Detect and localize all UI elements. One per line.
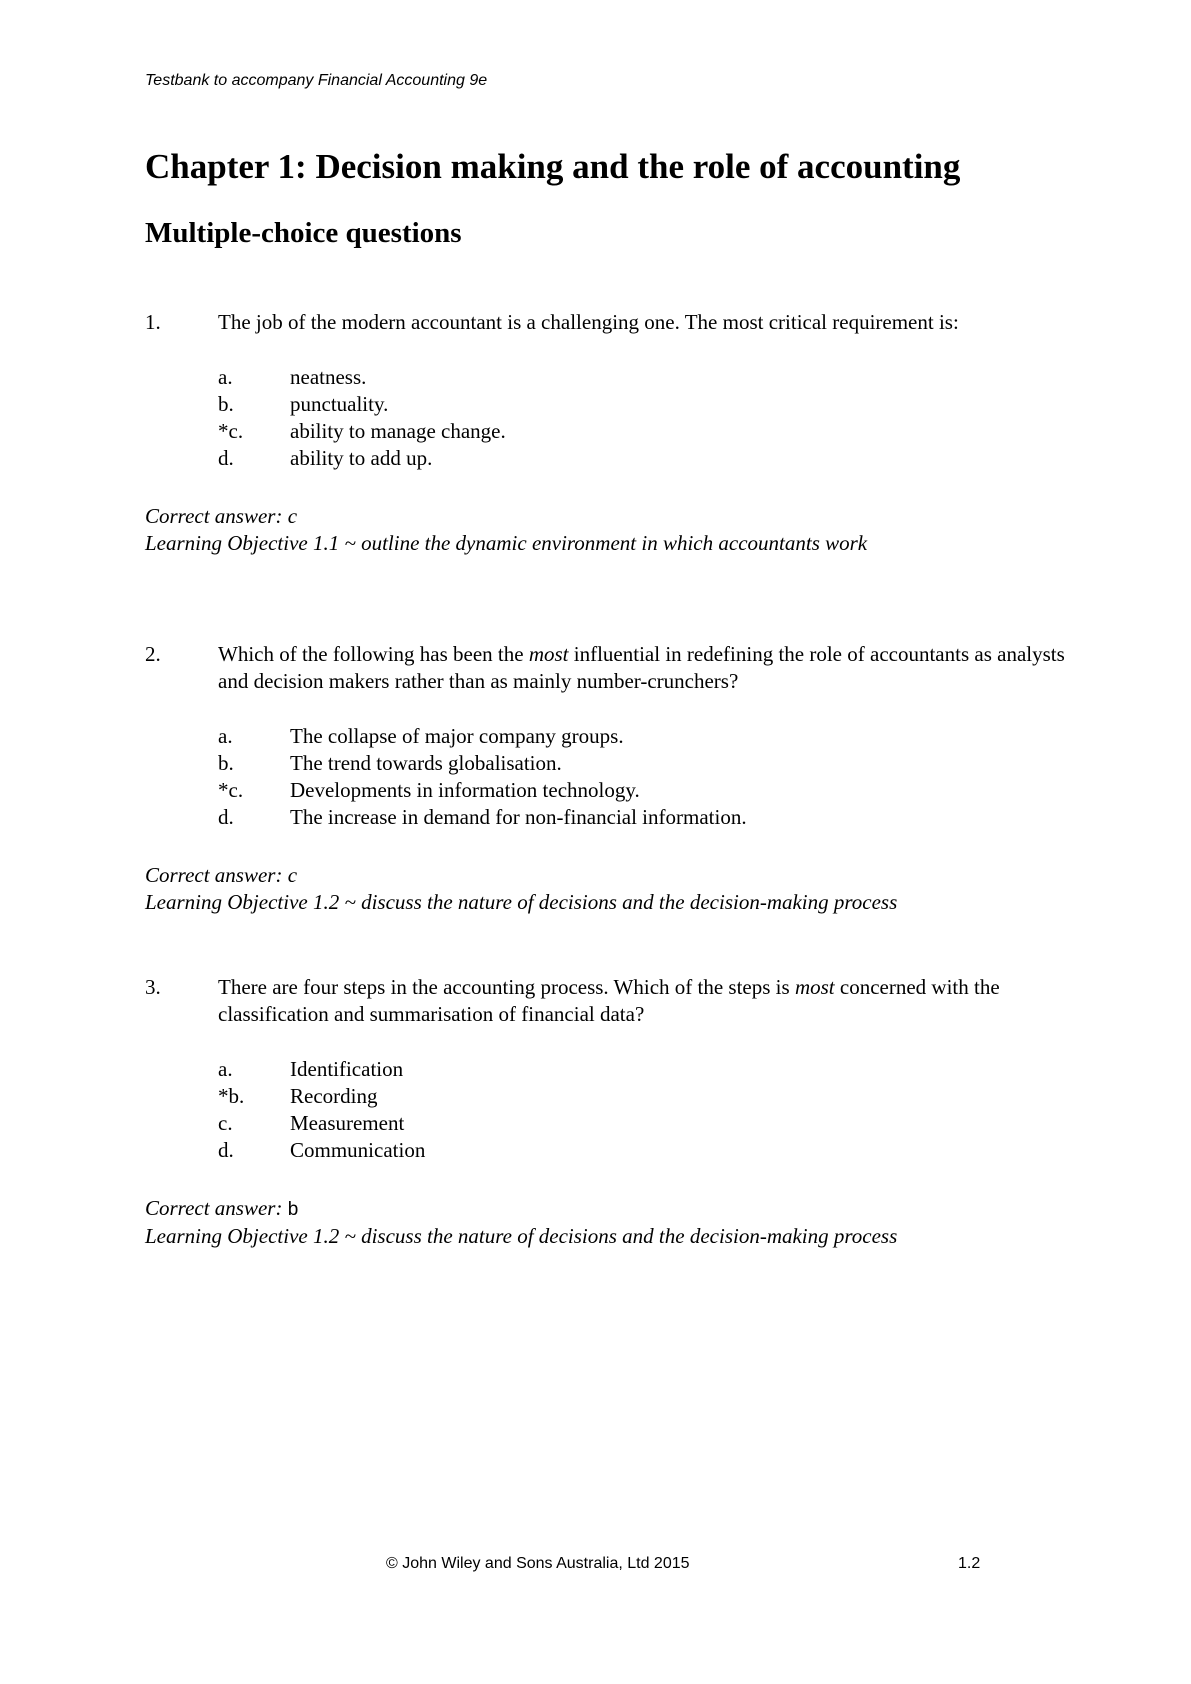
learning-objective: Learning Objective 1.1 ~ outline the dynamic environment in which accountants work — [145, 531, 868, 555]
page-number: 1.2 — [958, 1555, 981, 1572]
option-text: neatness. — [290, 365, 367, 389]
stem-text: There are four steps in the accounting process. Which of the steps is — [218, 975, 795, 999]
question-stem — [145, 974, 1075, 1028]
option-item — [145, 1137, 1075, 1164]
question-2 — [145, 641, 1075, 916]
option-text: Communication — [290, 1138, 426, 1162]
question-number: 3. — [145, 975, 161, 999]
correct-answer-value: b — [287, 1199, 299, 1220]
option-item — [145, 1110, 1075, 1137]
option-label: *b. — [218, 1084, 245, 1108]
correct-answer — [145, 1195, 1075, 1223]
option-item — [145, 723, 1075, 750]
option-text: The increase in demand for non-financial information. — [290, 805, 747, 829]
option-text: The trend towards globalisation. — [290, 751, 562, 775]
copyright-notice: © John Wiley and Sons Australia, Ltd 2015 — [386, 1555, 690, 1572]
option-item — [145, 1056, 1075, 1083]
section-title: Multiple-choice questions — [145, 217, 462, 249]
stem-text-cont: influential in redefining the role of accountants as analysts and decision makers rather than as mainly number-crunchers? — [218, 642, 1065, 693]
question-3 — [145, 974, 1075, 1250]
option-label: a. — [218, 365, 233, 389]
option-label: c. — [218, 1111, 233, 1135]
option-text: Recording — [290, 1084, 378, 1108]
option-text: Developments in information technology. — [290, 778, 640, 802]
option-label: d. — [218, 1138, 234, 1162]
stem-text: The job of the modern accountant is a challenging one. The most critical requirement is: — [218, 310, 959, 334]
option-text: The collapse of major company groups. — [290, 724, 624, 748]
option-text: Measurement — [290, 1111, 405, 1135]
answer-block — [145, 503, 1075, 557]
question-number: 1. — [145, 310, 161, 334]
option-item — [145, 364, 1075, 391]
chapter-title: Chapter 1: Decision making and the role of accounting — [145, 147, 961, 186]
correct-answer-label: Correct answer: — [145, 504, 288, 528]
option-text: ability to add up. — [290, 446, 433, 470]
option-list — [145, 364, 1075, 472]
option-text: Identification — [290, 1057, 404, 1081]
option-item — [145, 1083, 1075, 1110]
option-label: d. — [218, 805, 234, 829]
question-stem — [145, 309, 1075, 336]
option-label: b. — [218, 392, 234, 416]
running-header: Testbank to accompany Financial Accounting 9e — [145, 72, 488, 89]
correct-answer-label: Correct answer: — [145, 1196, 288, 1220]
option-item — [145, 418, 1075, 445]
question-1 — [145, 309, 1075, 557]
option-text: punctuality. — [290, 392, 389, 416]
stem-text: Which of the following has been the — [218, 642, 529, 666]
option-label: d. — [218, 446, 234, 470]
option-item — [145, 804, 1075, 831]
answer-block — [145, 1195, 1075, 1250]
stem-emphasis: most — [528, 642, 569, 666]
correct-answer — [145, 503, 1075, 530]
option-label: b. — [218, 751, 234, 775]
correct-answer-value: c — [287, 504, 298, 528]
option-item — [145, 777, 1075, 804]
option-item — [145, 391, 1075, 418]
question-number: 2. — [145, 642, 161, 666]
option-list — [145, 723, 1075, 831]
correct-answer-value: c — [287, 863, 298, 887]
correct-answer-label: Correct answer: — [145, 863, 288, 887]
learning-objective: Learning Objective 1.2 ~ discuss the nature of decisions and the decision-making process — [145, 1224, 898, 1248]
stem-emphasis: most — [794, 975, 835, 999]
answer-block — [145, 862, 1075, 916]
option-list — [145, 1056, 1075, 1164]
option-label: a. — [218, 1057, 233, 1081]
correct-answer — [145, 862, 1075, 889]
option-item — [145, 750, 1075, 777]
question-stem — [145, 641, 1075, 695]
option-item — [145, 445, 1075, 472]
option-label: a. — [218, 724, 233, 748]
learning-objective: Learning Objective 1.2 ~ discuss the nature of decisions and the decision-making process — [145, 890, 898, 914]
option-label: *c. — [218, 419, 244, 443]
option-label: *c. — [218, 778, 244, 802]
option-text: ability to manage change. — [290, 419, 506, 443]
stem-text-cont: concerned with the classification and summarisation of financial data? — [218, 975, 1000, 1026]
